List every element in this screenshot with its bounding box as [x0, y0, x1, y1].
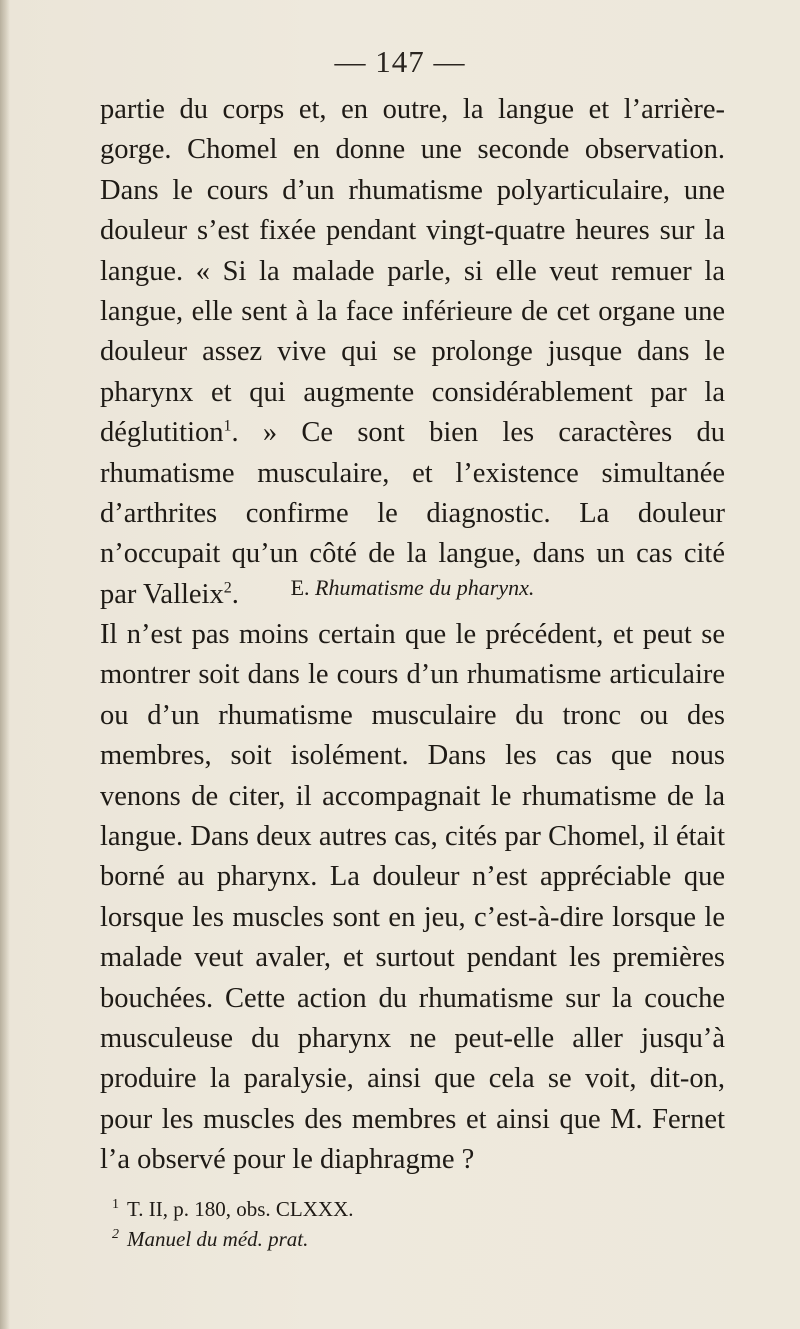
paragraph-1-part-1: partie du corps et, en outre, la langue et l’arrière-gorge. Chomel en donne une seconde observation. Dans le cours d’un rhumatisme polyarticulaire, une douleur s’est fixée pendant vingt-quatre heures sur la langue. « Si la malade parle, si elle veut remuer la langue, elle sent à la face inférieure de cet organe une douleur assez vive qui se prolonge jusque dans le pharynx et qui augmente considérablement par la déglutition — [100, 94, 725, 449]
footnote-1 — [112, 1192, 712, 1222]
page-number: — 147 — — [334, 44, 466, 79]
footnote-ref-1: 1 — [223, 417, 232, 435]
footnote-1-mark: 1 — [112, 1197, 119, 1212]
paragraph-1-part-3: . — [231, 578, 239, 610]
paragraph-2-text: Il n’est pas moins certain que le précédent, et peut se montrer soit dans le cours d’un rhumatisme articulaire ou d’un rhumatisme musculaire du tronc ou des membres, soit isolément. Dans les cas que nous venons de citer, il accompagnait le rhumatisme de la langue. Dans deux autres cas, cités par Chomel, il était borné au pharynx. La douleur n’est appréciable que lorsque les muscles sont en jeu, c’est-à-dire lorsque le malade veut avaler, et surtout pendant les premières bouchées. Cette action du rhumatisme sur la couche musculeuse du pharynx ne peut-elle aller jusqu’à produire la paralysie, ainsi que cela se voit, dit-on, pour les muscles des membres et ainsi que M. Fernet l’a observé pour le diaphragme ? — [100, 619, 725, 1176]
paragraph-1-text — [100, 90, 725, 615]
footnote-ref-2: 2 — [223, 579, 232, 597]
footnote-2-text: Manuel du méd. prat. — [127, 1227, 309, 1251]
footnote-2-mark: 2 — [112, 1227, 119, 1242]
footnotes — [112, 1192, 712, 1252]
section-title: Rhumatisme du pharynx. — [315, 575, 535, 600]
section-heading — [100, 575, 725, 601]
paragraph-1-part-2: . » Ce sont bien les caractères du rhumatisme musculaire, et l’existence simultanée d’arthrites confirme le diagnostic. La douleur n’occupait qu’un côté de la langue, dans un cas cité par Valleix — [100, 417, 725, 610]
page-binding-edge — [0, 0, 10, 1329]
paragraph-1 — [100, 90, 725, 615]
paragraph-2 — [100, 615, 725, 1181]
section-letter: E. — [290, 575, 310, 600]
footnote-1-text: T. II, p. 180, obs. CLXXX. — [127, 1197, 354, 1221]
footnote-2 — [112, 1222, 712, 1252]
